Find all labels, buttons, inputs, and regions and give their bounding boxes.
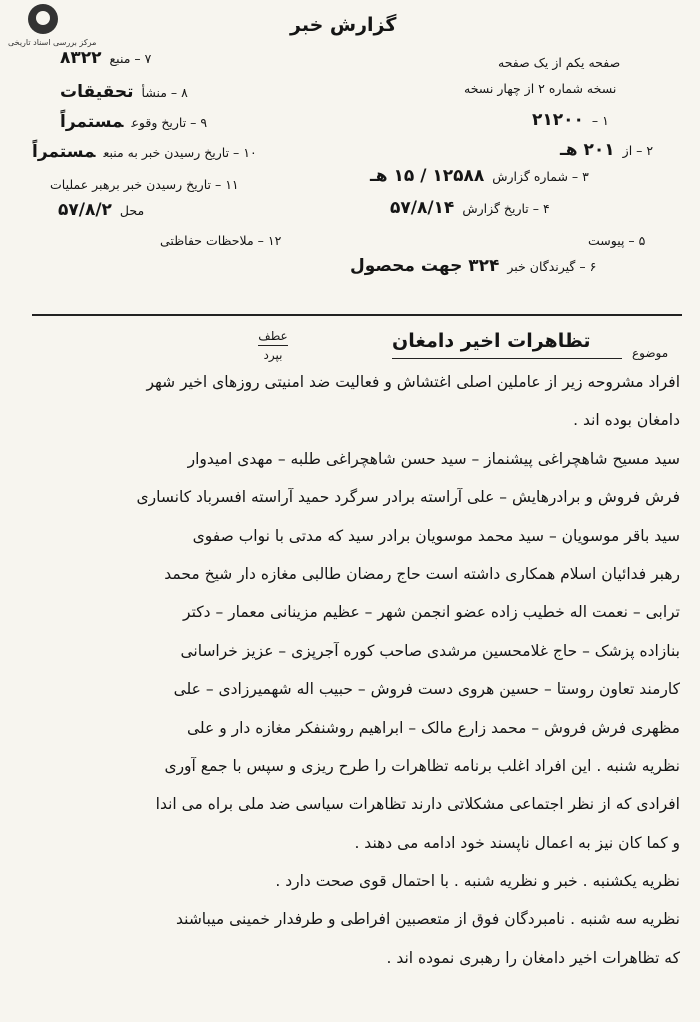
field-label: ۱۲ – ملاحظات حفاظتی: [160, 233, 282, 248]
field-value: مستمراً: [60, 112, 124, 132]
field-copy-number: [456, 78, 616, 98]
subject-underline: [392, 358, 622, 359]
field-value: ۵۷/۸/۲: [58, 200, 112, 220]
body-line: افرادی که از نظر اجتماعی مشکلاتی دارند تظاهرات سیاسی ضد ملی براه می اندا: [155, 795, 680, 814]
field-label: ۱۰ – تاریخ رسیدن خبر به منبع: [103, 145, 257, 160]
body-line: افراد مشروحه زیر از عاملین اصلی اغتشاش و فعالیت ضد امنیتی روزهای اخیر شهر: [146, 373, 680, 391]
reference-block: [258, 329, 288, 362]
field-label: ۸ – منشأ: [141, 85, 188, 100]
body-line: مظهری فرش فروش – محمد زارع مالک – ابراهیم روشنفکر مغازه دار و علی: [186, 718, 680, 737]
field-label: صفحه یکم از یک صفحه: [498, 55, 621, 70]
field-security-notes: [152, 230, 281, 250]
field-report-date: [390, 198, 550, 218]
field-label: ۷ – منبع: [109, 51, 152, 66]
field-label: ۱۱ – تاریخ رسیدن خبر برهبر عملیات: [50, 177, 239, 192]
document-title: گزارش خبر: [290, 14, 397, 36]
subject-label: موضوع: [632, 346, 669, 360]
field-place: [58, 200, 144, 220]
body-line: رهبر فدائیان اسلام همکاری داشته است حاج رمضان طالبی مغازه دار شیخ محمد: [164, 564, 680, 583]
field-from: [560, 140, 653, 160]
body-line: ترابی – نعمت اله خطیب زاده عضو انجمن شهر – عظیم مزینانی معمار – دکتر: [183, 603, 680, 622]
field-value: ۸۳۲۲: [60, 48, 102, 68]
body-line: کارمند تعاون روستا – حسین هروی دست فروش – حبیب اله شهمیرزادی – علی: [173, 680, 680, 699]
field-report-number: [370, 166, 589, 186]
field-recipients: [350, 256, 596, 276]
field-event-date: [60, 112, 207, 132]
field-label: ۳ – شماره گزارش: [492, 169, 589, 184]
archive-emblem-icon: [28, 4, 58, 34]
body-line: نظریه شنبه . این افراد اغلب برنامه تظاهرات را طرح ریزی و سپس با جمع آوری: [164, 756, 680, 775]
field-received-leader: [42, 174, 239, 194]
field-value: ۵۷/۸/۱۴: [390, 198, 455, 218]
reference-label: عطف: [258, 329, 288, 343]
field-value: ۳۲۴ جهت محصول: [350, 256, 500, 276]
field-label: محل: [119, 203, 145, 218]
field-label: ۴ – تاریخ گزارش: [462, 201, 550, 216]
reference-sub: بپرد: [263, 348, 283, 362]
field-1: [532, 110, 609, 130]
body-line: دامغان بوده اند .: [573, 411, 680, 430]
reference-line: [258, 345, 288, 346]
field-value: ۲۰۱ هـ: [560, 140, 615, 160]
field-attachment: [580, 230, 645, 250]
field-label: ۶ – گیرندگان خبر: [507, 259, 597, 274]
body-line: نظریه سه شنبه . نامبردگان فوق از متعصبین افراطی و طرفدار خمینی میباشند: [176, 910, 680, 929]
field-value: تحقیقات: [60, 82, 134, 102]
body-line: سید باقر موسویان – سید محمد موسویان برادر سید که مدتی با نواب صفوی: [192, 526, 680, 545]
field-source: [60, 48, 151, 68]
header-divider: [32, 314, 682, 316]
field-label: نسخه شماره ۲ از چهار نسخه: [464, 81, 617, 96]
body-line: که تظاهرات اخیر دامغان را رهبری نموده اند .: [386, 948, 680, 967]
field-label: ۲ – از: [622, 143, 654, 158]
field-page: [490, 52, 620, 72]
archive-logo: [8, 4, 128, 54]
field-received-source: [32, 142, 257, 162]
field-label: ۵ – پیوست: [588, 233, 646, 248]
subject-text: تظاهرات اخیر دامغان: [392, 330, 591, 352]
field-value: مستمراً: [32, 142, 96, 162]
field-label: ۱ –: [591, 113, 609, 128]
logo-text: مرکز بررسی اسناد تاریخی: [8, 38, 97, 47]
field-value: ۱۲۵۸۸ / ۱۵ هـ: [370, 166, 485, 186]
report-body: [20, 373, 680, 987]
body-line: بنازاده پزشک – حاج غلامحسین مرشدی صاحب کوره آجرپزی – عزیز خراسانی: [180, 641, 680, 660]
body-line: نظریه یکشنبه . خبر و نظریه شنبه . با احتمال قوی صحت دارد .: [275, 872, 680, 891]
body-line: و کما کان نیز به اعمال ناپسند خود ادامه می دهند .: [354, 833, 680, 852]
body-line: سید مسیح شاهچراغی پیشنماز – سید حسن شاهچراغی طلبه – مهدی امیدوار: [187, 449, 680, 468]
field-value: ۲۱۲۰۰: [532, 110, 584, 130]
field-label: ۹ – تاریخ وقوع: [131, 115, 208, 130]
body-line: فرش فروش و برادرهایش – علی آراسته برادر سرگرد حمید آراسته افسرباد کانساری: [136, 488, 680, 507]
field-origin: [60, 82, 188, 102]
